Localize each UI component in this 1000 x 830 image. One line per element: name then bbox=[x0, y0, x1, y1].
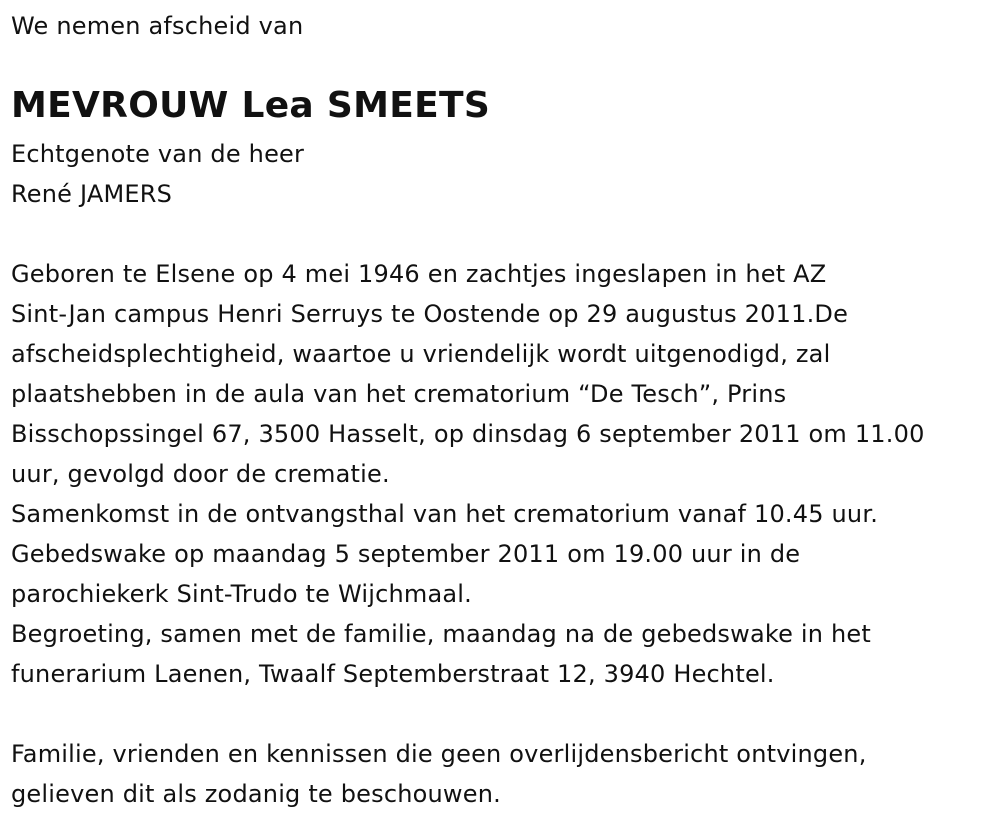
paragraph-line: Gebedswake op maandag 5 september 2011 om 19.00 uur in de bbox=[11, 540, 801, 568]
closing-line: Familie, vrienden en kennissen die geen overlijdensbericht ontvingen, bbox=[11, 740, 867, 768]
intro-line: We nemen afscheid van bbox=[11, 12, 304, 40]
paragraph-line: Samenkomst in de ontvangsthal van het crematorium vanaf 10.45 uur. bbox=[11, 500, 879, 528]
spouse-name: René JAMERS bbox=[11, 180, 173, 208]
paragraph-line: Begroeting, samen met de familie, maandag na de gebedswake in het bbox=[11, 620, 871, 648]
deceased-name: MEVROUW Lea SMEETS bbox=[11, 85, 491, 126]
paragraph-line: parochiekerk Sint-Trudo te Wijchmaal. bbox=[11, 580, 472, 608]
paragraph-line: Geboren te Elsene op 4 mei 1946 en zachtjes ingeslapen in het AZ bbox=[11, 260, 827, 288]
closing-line: gelieven dit als zodanig te beschouwen. bbox=[11, 780, 501, 808]
paragraph-line: afscheidsplechtigheid, waartoe u vriendelijk wordt uitgenodigd, zal bbox=[11, 340, 831, 368]
paragraph-line: Sint-Jan campus Henri Serruys te Oostende op 29 augustus 2011.De bbox=[11, 300, 849, 328]
paragraph-line: uur, gevolgd door de crematie. bbox=[11, 460, 390, 488]
spouse-info bbox=[11, 134, 304, 214]
paragraph-gap bbox=[11, 694, 986, 734]
notice-body bbox=[11, 254, 986, 814]
paragraph-line: plaatshebben in de aula van het crematorium “De Tesch”, Prins bbox=[11, 380, 787, 408]
paragraph-line: funerarium Laenen, Twaalf Septemberstraat 12, 3940 Hechtel. bbox=[11, 660, 775, 688]
paragraph-line: Bisschopssingel 67, 3500 Hasselt, op dinsdag 6 september 2011 om 11.00 bbox=[11, 420, 925, 448]
spouse-line: Echtgenote van de heer bbox=[11, 140, 305, 168]
